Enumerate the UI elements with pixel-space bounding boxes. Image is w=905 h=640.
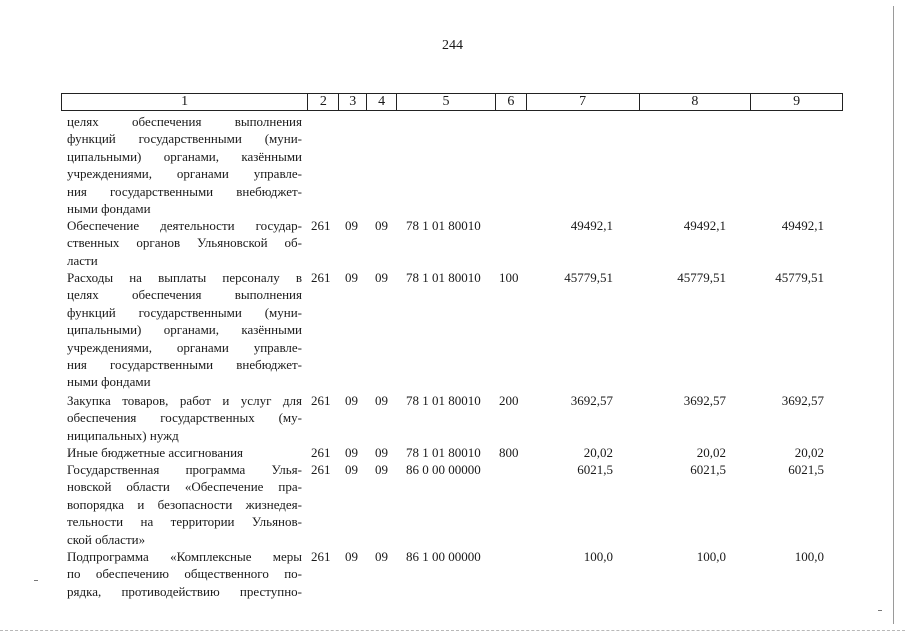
row-description [67,548,302,600]
admin-code: 261 [311,393,331,408]
page-edge-right [893,6,894,624]
header-cell: 9 [793,94,801,109]
amount-col7: 3692,57 [570,393,613,408]
target-article-code: 78 1 01 80010 [406,270,481,285]
header-cell: 7 [527,94,640,110]
description-line: ными фондами [67,201,151,217]
description-line: Подпрограмма «Комплексные меры [67,549,302,564]
description-line: ласти [67,252,98,268]
admin-code: 261 [311,218,331,233]
amount-col9: 20,02 [794,445,824,460]
description-line: ственных органов Ульяновской об- [67,235,302,251]
section-code: 09 [345,445,358,460]
amount-col9: 100,0 [794,549,824,564]
amount-col9: 45779,51 [775,270,824,285]
amount-col7: 49492,1 [570,218,613,233]
description-line: обеспечения государственных (му- [67,410,302,426]
description-line: ния государственными внебюджет- [67,183,302,199]
subsection-code: 09 [375,270,388,285]
admin-code: 261 [311,549,331,564]
description-line: ской области» [67,531,146,547]
amount-col8: 45779,51 [677,270,726,285]
subsection-code: 09 [375,462,388,477]
description-line: новской области «Обеспечение пра- [67,479,302,495]
description-line: учреждениями, органами управле- [67,339,302,355]
row-description [67,392,302,444]
description-line: целях обеспечения выполнения [67,114,302,129]
header-cell: 6 [496,94,527,110]
description-line: Обеспечение деятельности государ- [67,218,302,233]
row-description [67,461,302,548]
row-description [67,269,302,391]
amount-col8: 49492,1 [683,218,726,233]
row-description [67,217,302,269]
description-line: рядка, противодействию преступно- [67,583,302,599]
amount-col8: 100,0 [696,549,726,564]
amount-col8: 20,02 [696,445,726,460]
table-header-row [61,93,843,111]
description-line: вопорядка и безопасности жизнедея- [67,496,302,512]
description-line: функций государственными (муни- [67,304,302,320]
row-description [67,444,302,461]
amount-col9: 6021,5 [788,462,824,477]
section-code: 09 [345,393,358,408]
description-line: Государственная программа Улья- [67,462,302,477]
target-article-code: 86 1 00 00000 [406,549,481,564]
subsection-code: 09 [375,549,388,564]
description-line: функций государственными (муни- [67,131,302,147]
amount-col8: 6021,5 [690,462,726,477]
page-number: 244 [442,38,463,53]
target-article-code: 78 1 01 80010 [406,218,481,233]
description-line: Иные бюджетные ассигнования [67,445,244,460]
amount-col9: 3692,57 [781,393,824,408]
section-code: 09 [345,462,358,477]
header-cell: 2 [308,94,339,110]
amount-col7: 20,02 [583,445,613,460]
subsection-code: 09 [375,393,388,408]
section-code: 09 [345,270,358,285]
description-line: ния государственными внебюджет- [67,357,302,373]
amount-col9: 49492,1 [781,218,824,233]
description-line: ципальными) органами, казёнными [67,148,302,164]
page-edge-bottom [0,630,905,631]
header-cell: 3 [339,94,367,110]
description-line: Закупка товаров, работ и услуг для [67,393,302,408]
amount-col7: 6021,5 [577,462,613,477]
amount-col8: 3692,57 [683,393,726,408]
description-line: тельности на территории Ульянов- [67,514,302,530]
scan-mark [34,580,38,581]
description-line: ными фондами [67,374,151,390]
description-line: ниципальных) нужд [67,427,179,443]
row-description [67,113,302,217]
description-line: Расходы на выплаты персоналу в [67,270,302,285]
description-line: по обеспечению общественного по- [67,566,302,582]
amount-col7: 45779,51 [564,270,613,285]
header-cell: 5 [397,94,496,110]
section-code: 09 [345,218,358,233]
header-cell: 8 [640,94,752,110]
subsection-code: 09 [375,445,388,460]
admin-code: 261 [311,270,331,285]
header-cell: 4 [367,94,397,110]
expense-type-code: 200 [499,393,519,408]
expense-type-code: 100 [499,270,519,285]
description-line: учреждениями, органами управле- [67,166,302,182]
target-article-code: 78 1 01 80010 [406,445,481,460]
expense-type-code: 800 [499,445,519,460]
target-article-code: 86 0 00 00000 [406,462,481,477]
admin-code: 261 [311,462,331,477]
header-cell: 1 [62,94,308,110]
target-article-code: 78 1 01 80010 [406,393,481,408]
description-line: целях обеспечения выполнения [67,287,302,303]
amount-col7: 100,0 [583,549,613,564]
admin-code: 261 [311,445,331,460]
section-code: 09 [345,549,358,564]
scan-mark [878,610,882,611]
subsection-code: 09 [375,218,388,233]
description-line: ципальными) органами, казёнными [67,322,302,338]
